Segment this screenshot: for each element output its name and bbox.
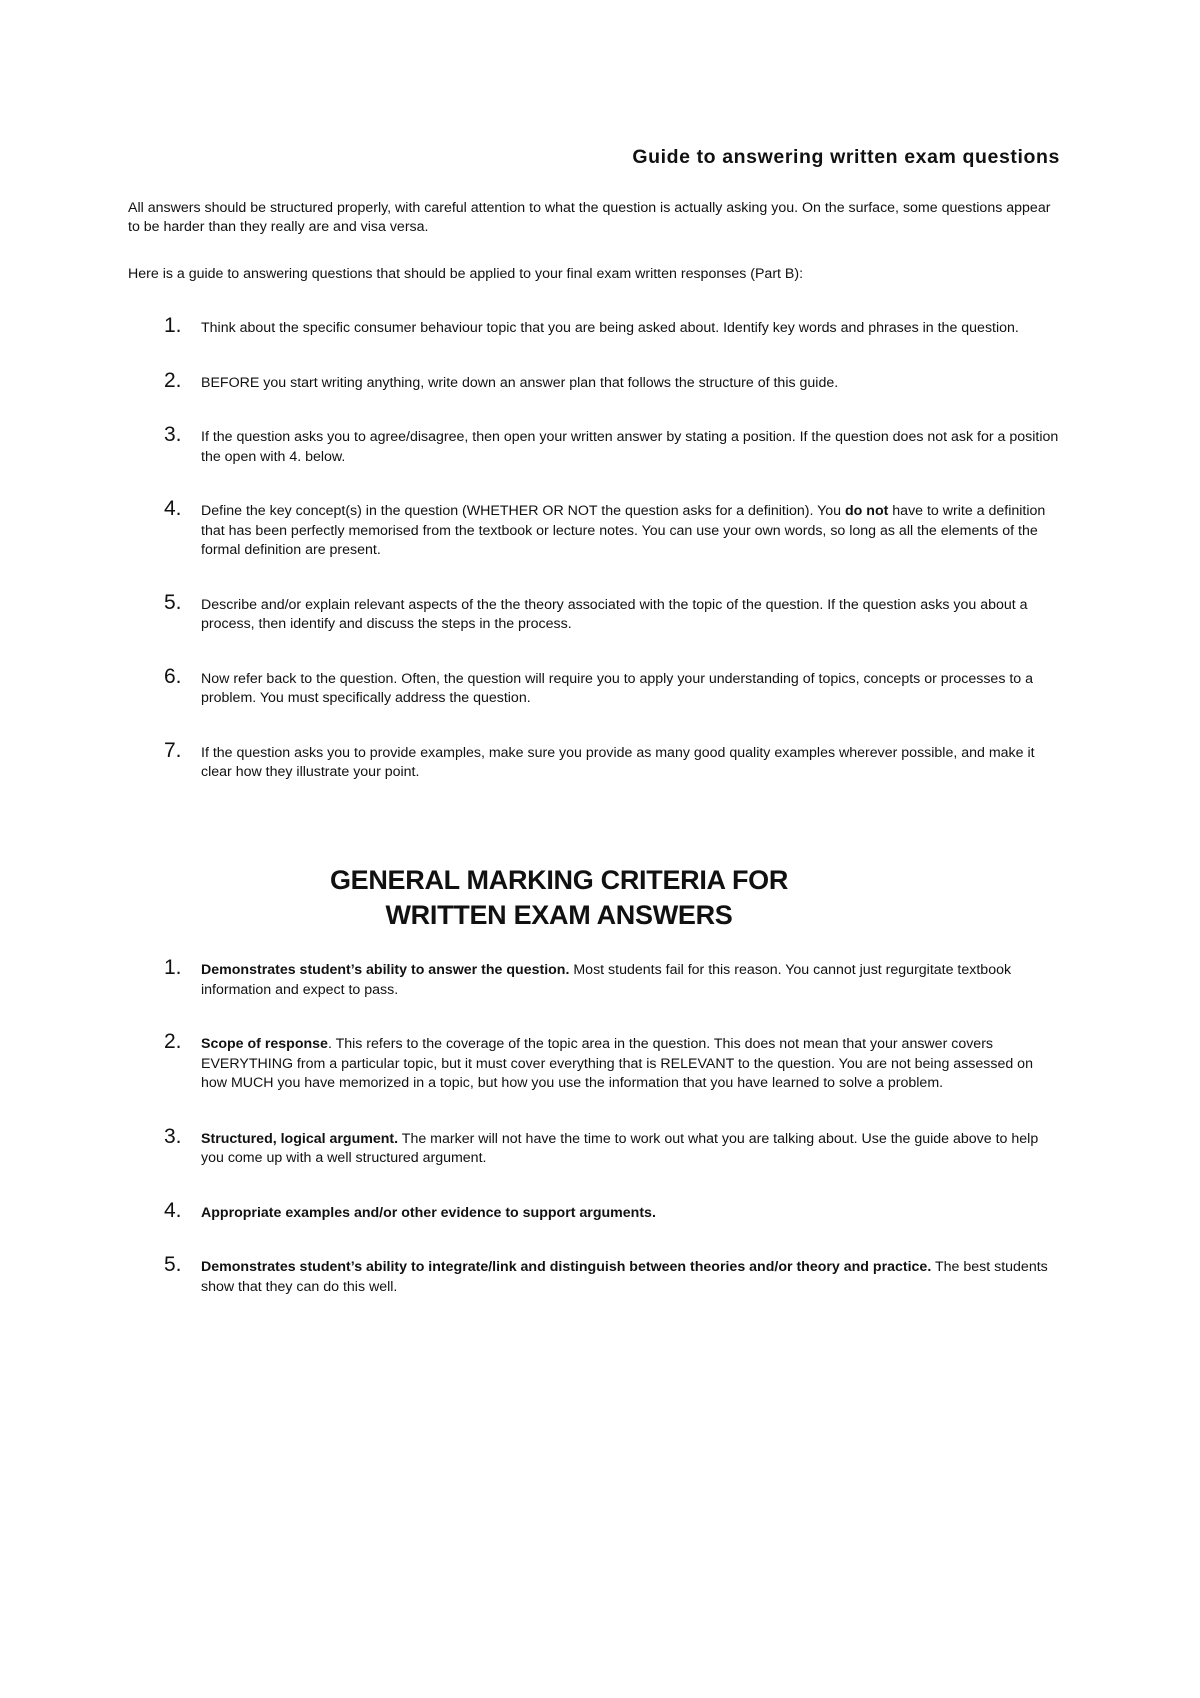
criterion-title: Scope of response: [201, 1036, 328, 1052]
list-item: [128, 1030, 1060, 1094]
list-number: 3.: [164, 1124, 182, 1148]
list-number: 2.: [164, 1030, 182, 1053]
list-text: [201, 961, 1060, 1000]
list-text: [201, 1204, 1060, 1224]
guide-title: Guide to answering written exam questions: [632, 146, 1060, 168]
list-text: BEFORE you start writing anything, write down an answer plan that follows the structure of this guide.: [201, 374, 839, 391]
list-text: Think about the specific consumer behaviour topic that you are being asked about. Identify key words and phrases in the question.: [201, 320, 1019, 336]
list-text-part: have to write a definition that has been perfectly memorised from the textbook or lecture notes. You can use your own words, so long as all the elements of the formal definition are present.: [201, 503, 1046, 558]
criterion-text: Most students fail for this reason. You cannot just regurgitate textbook information and expect to pass.: [201, 962, 1012, 998]
list-text: If the question asks you to agree/disagree, then open your written answer by stating a position. If the question does not ask for a position the open with 4. below.: [201, 429, 1059, 465]
list-text: [201, 1258, 1060, 1297]
criterion-title: Structured, logical argument.: [201, 1130, 399, 1147]
criterion-text: The best students show that they can do this well.: [201, 1259, 1048, 1295]
intro-paragraph: Here is a guide to answering questions that should be applied to your final exam written responses (Part B):: [128, 266, 804, 282]
list-number: 5.: [164, 590, 182, 614]
criterion-text: The marker will not have the time to work out what you are talking about. Use the guide above to help you come up with a well structured argument.: [201, 1130, 1039, 1166]
list-number: 1.: [164, 956, 182, 979]
emphasis-text: do not: [845, 503, 889, 519]
list-number: 3.: [164, 423, 182, 446]
list-number: 5.: [164, 1253, 182, 1276]
list-text: [201, 1035, 1060, 1094]
list-item: [128, 664, 1060, 709]
list-text: Describe and/or explain relevant aspects of the the theory associated with the topic of the question. If the question asks you about a process, then identify and discuss the steps in the process.: [201, 596, 1028, 632]
list-text-part: Define the key concept(s) in the question (WHETHER OR NOT the question asks for a definition). You: [201, 503, 845, 519]
list-number: 1.: [164, 314, 182, 337]
criteria-heading-line: GENERAL MARKING CRITERIA FOR: [329, 865, 789, 895]
list-item: [128, 1198, 1060, 1224]
criteria-list: [128, 956, 1060, 1332]
list-number: 4.: [164, 497, 182, 520]
list-number: 2.: [164, 368, 182, 392]
list-item: [128, 1253, 1060, 1297]
list-number: 4.: [164, 1198, 182, 1222]
list-item: [128, 368, 1060, 394]
list-item: [128, 590, 1060, 635]
criterion-title: Demonstrates student’s ability to answer the question.: [201, 962, 570, 978]
list-text: [201, 1130, 1060, 1169]
criterion-title: Appropriate examples and/or other evidence to support arguments.: [201, 1204, 656, 1221]
list-number: 7.: [164, 738, 182, 762]
list-text: [201, 502, 1060, 561]
list-number: 6.: [164, 664, 182, 688]
criterion-text: . This refers to the coverage of the topic area in the question. This does not mean that your answer covers EVERYTHING from a particular topic, but it must cover everything that is RELEVANT to the question. You are not being assessed on how MUCH you have memorized in a topic, but how you use the information that you have learned to solve a problem.: [201, 1036, 1033, 1091]
list-item: [128, 497, 1060, 561]
list-item: [128, 314, 1060, 339]
list-text: If the question asks you to provide examples, make sure you provide as many good quality examples wherever possible, and make it clear how they illustrate your point.: [201, 744, 1035, 780]
list-item: [128, 738, 1060, 783]
criteria-heading: [128, 863, 1060, 933]
intro-paragraph: All answers should be structured properly, with careful attention to what the question is actually asking you. On the surface, some questions appear to be harder than they really are and visa versa.: [128, 200, 1051, 235]
list-item: [128, 423, 1060, 467]
document-page: [128, 0, 1060, 1698]
list-text: Now refer back to the question. Often, the question will require you to apply your understanding of topics, concepts or processes to a problem. You must specifically address the question.: [201, 670, 1034, 706]
criteria-heading-line: WRITTEN EXAM ANSWERS: [385, 900, 733, 930]
guide-steps-list: [128, 314, 1060, 818]
list-item: [128, 1124, 1060, 1169]
list-item: [128, 956, 1060, 1000]
criterion-title: Demonstrates student’s ability to integrate/link and distinguish between theories and/or theory and practice.: [201, 1259, 932, 1275]
